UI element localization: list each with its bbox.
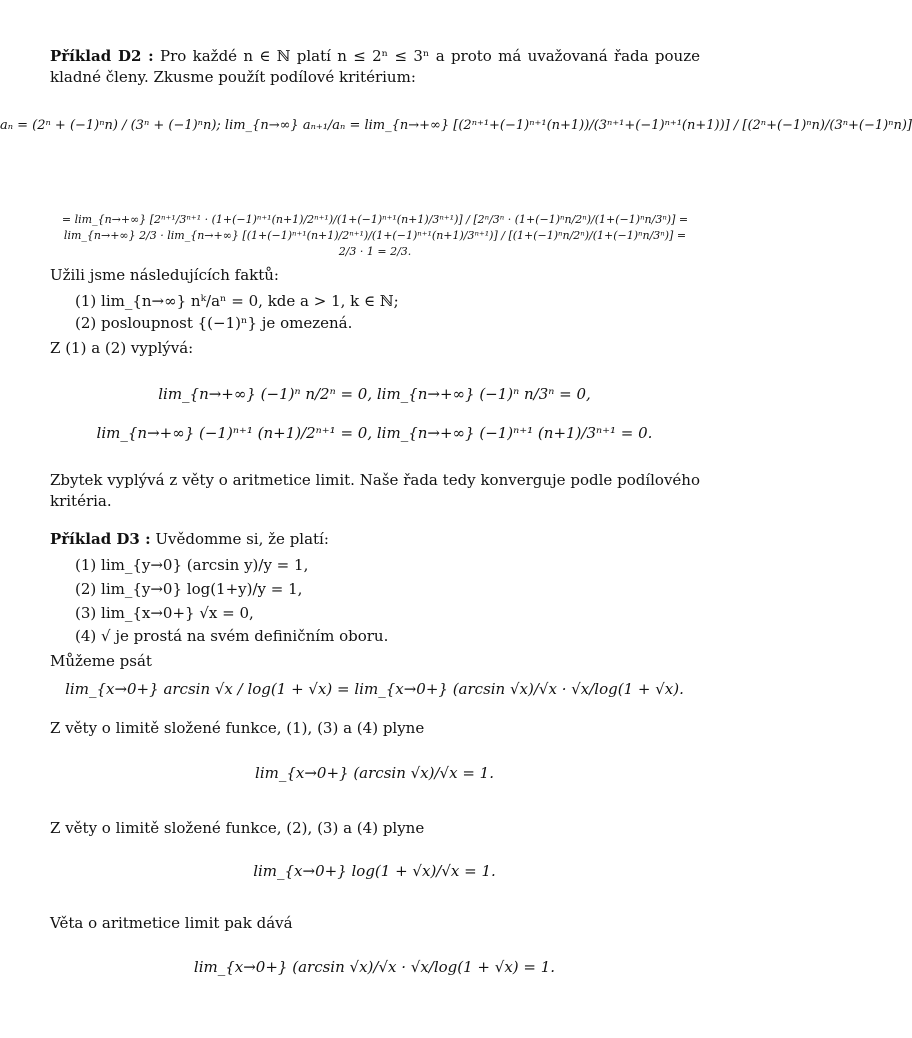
- d2-equation-limits-2: lim_{n→+∞} (−1)ⁿ⁺¹ (n+1)/2ⁿ⁺¹ = 0, lim_{n→+∞} (−1)ⁿ⁺¹ (n+1)/3ⁿ⁺¹ = 0.: [96, 424, 653, 442]
- d2-fact-1: (1) lim_{n→∞} nᵏ/aⁿ = 0, kde a > 1, k ∈ ℕ;: [75, 292, 399, 310]
- d3-fact-4: (4) √ je prostá na svém definičním oboru.: [75, 627, 389, 645]
- d2-equation-limits-1: lim_{n→+∞} (−1)ⁿ n/2ⁿ = 0, lim_{n→+∞} (−1)ⁿ n/3ⁿ = 0,: [158, 385, 591, 403]
- d3-intro-line: [50, 529, 329, 549]
- d2-implies: Z (1) a (2) vyplývá:: [50, 339, 194, 357]
- d3-equation-product: lim_{x→0+} (arcsin √x)/√x · √x/log(1 + √x) = 1.: [193, 958, 556, 976]
- d3-fact-3: (3) lim_{x→0+} √x = 0,: [75, 604, 254, 622]
- d2-intro-paragraph: [50, 46, 700, 88]
- d3-equation-log: lim_{x→0+} log(1 + √x)/√x = 1.: [253, 862, 496, 880]
- d3-equation-split: lim_{x→0+} arcsin √x / log(1 + √x) = lim_{x→0+} (arcsin √x)/√x · √x/log(1 + √x).: [65, 680, 684, 698]
- d3-can-write: Můžeme psát: [50, 652, 152, 670]
- d2-heading: Příklad D2 :: [50, 47, 154, 65]
- d3-step-2: Z věty o limitě složené funkce, (2), (3) a (4) plyne: [50, 819, 425, 837]
- d2-conclusion: Zbytek vyplývá z věty o aritmetice limit. Naše řada tedy konverguje podle podílového kritéria.: [50, 471, 700, 510]
- d2-equation-ratio: aₙ = (2ⁿ + (−1)ⁿn) / (3ⁿ + (−1)ⁿn); lim_{n→∞} aₙ₊₁/aₙ = lim_{n→+∞} [(2ⁿ⁺¹+(−1)ⁿ⁺¹(n+1))/(3ⁿ⁺¹+(−1)ⁿ⁺¹(n+1))] / [(2ⁿ+(−1)ⁿn)/(3ⁿ+(−1)ⁿn)]: [0, 118, 912, 133]
- d3-equation-arcsin: lim_{x→0+} (arcsin √x)/√x = 1.: [255, 764, 494, 782]
- d3-step-3: Věta o aritmetice limit pak dává: [50, 914, 293, 932]
- d3-fact-2: (2) lim_{y→0} log(1+y)/y = 1,: [75, 580, 303, 598]
- d2-equation-limit: = lim_{n→+∞} [2ⁿ⁺¹/3ⁿ⁺¹ · (1+(−1)ⁿ⁺¹(n+1)/2ⁿ⁺¹)/(1+(−1)ⁿ⁺¹(n+1)/3ⁿ⁺¹)] / [2ⁿ/3ⁿ · (1+(−1)ⁿn/2ⁿ)/(1+(−1)ⁿn/3ⁿ)] = lim_{n→+∞} 2/3 · lim_{n→+∞} [(1+(−1)ⁿ⁺¹(n+1)/2ⁿ⁺¹)/(1+(−1)ⁿ⁺¹(n+1)/3ⁿ⁺¹)] / [(1+(−1)ⁿn/2ⁿ)/(1+(−1)ⁿn/3ⁿ)] = 2/3 · 1 = 2/3.: [61, 213, 689, 258]
- d2-fact-2: (2) posloupnost {(−1)ⁿ} je omezená.: [75, 314, 353, 332]
- d3-step-1: Z věty o limitě složené funkce, (1), (3) a (4) plyne: [50, 719, 425, 737]
- d2-facts-intro: Užili jsme následujících faktů:: [50, 266, 279, 284]
- d3-fact-1: (1) lim_{y→0} (arcsin y)/y = 1,: [75, 556, 309, 574]
- d2-intro-text: Pro každé n ∈ ℕ platí n ≤ 2ⁿ ≤ 3ⁿ a proto má uvažovaná řada pouze kladné členy. Zkusme použít podílové kritérium:: [50, 47, 700, 86]
- d3-intro-text: Uvědomme si, že platí:: [155, 530, 329, 548]
- d3-heading: Příklad D3 :: [50, 530, 151, 548]
